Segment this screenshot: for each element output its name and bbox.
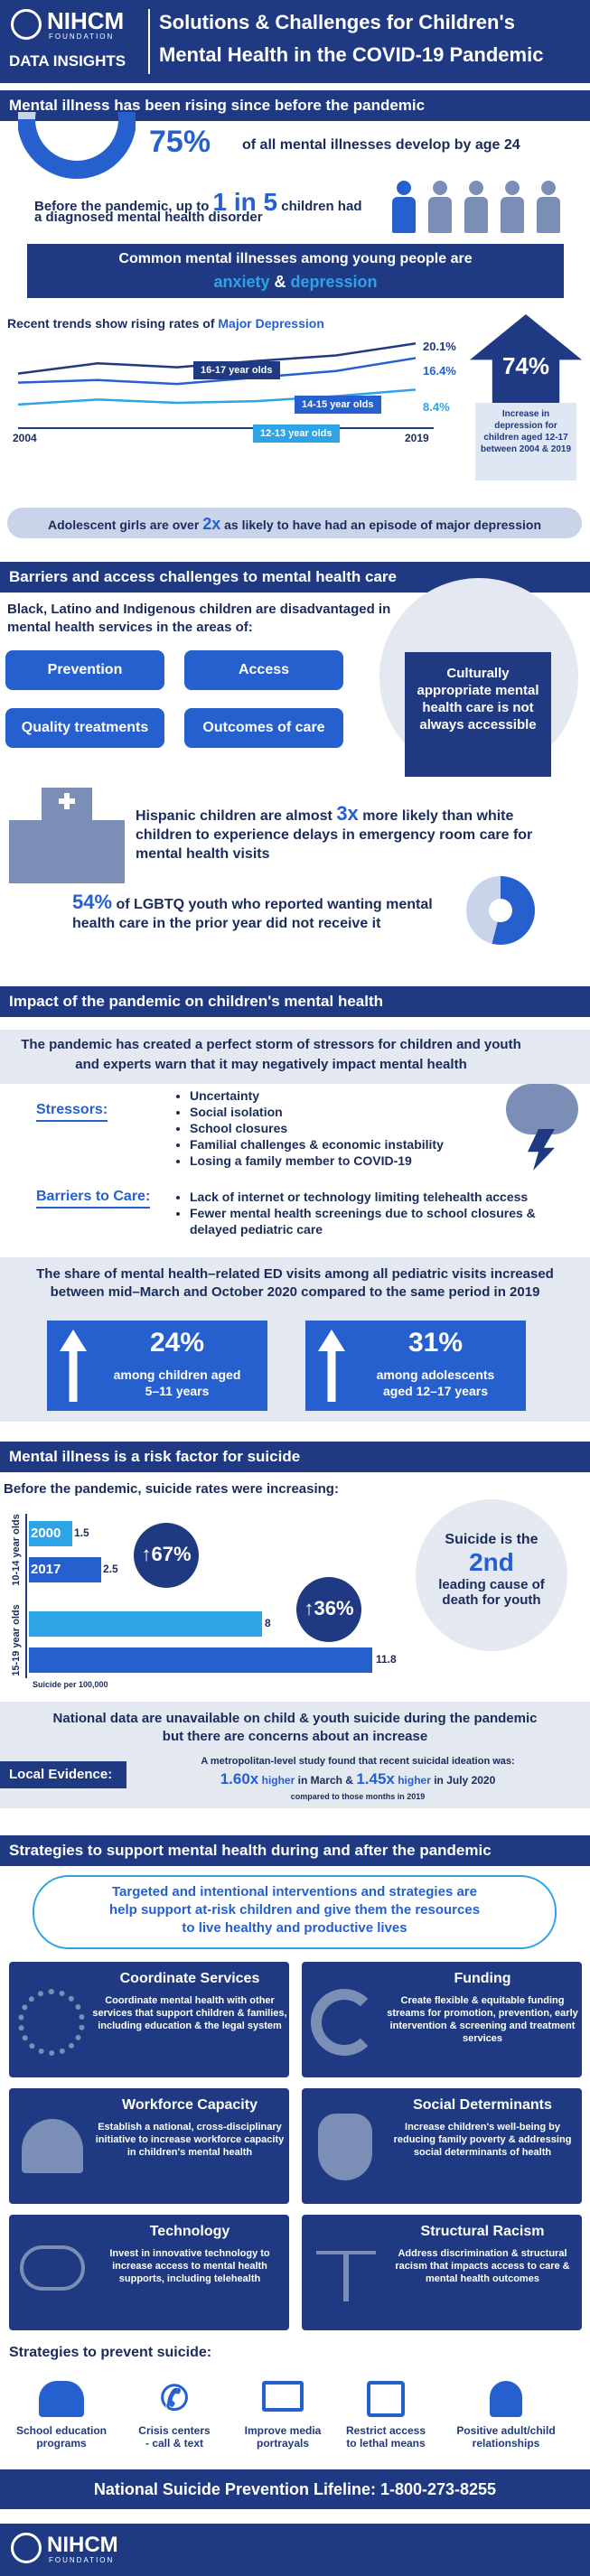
donut-chart <box>18 112 136 184</box>
access-button: Access <box>184 650 343 690</box>
prevent-l2: portrayals <box>256 2437 310 2450</box>
card-text: Address discrimination & structural racism that impacts access to care & mental health outcomes <box>395 2248 570 2284</box>
circle-2nd: 2nd <box>469 1548 514 1576</box>
ed-box2-l1: among adolescents <box>376 1367 495 1382</box>
stressor-item: • Social isolation <box>190 1104 444 1120</box>
adult-child-icon <box>490 2381 522 2417</box>
strat-intro1: Targeted and intentional interventions and strategies are <box>112 1884 477 1899</box>
nat-line1: National data are unavailable on child & youth suicide during the pandemic <box>52 1711 538 1726</box>
card-text: Create flexible & equitable funding streams for promotion, prevention, early intervention & screening and treatment services <box>387 1995 578 2044</box>
before-text1: Before the pandemic, up to <box>34 199 210 214</box>
safe-icon <box>367 2381 405 2417</box>
header-divider <box>148 9 150 74</box>
page-title-line2: Mental Health in the COVID-19 Pandemic <box>159 43 544 66</box>
barrier-item-cont: delayed pediatric care <box>190 1222 323 1237</box>
section1-bar: Mental illness has been rising since before the pandemic <box>0 90 590 121</box>
bar-15-19-2017 <box>29 1647 372 1673</box>
hisp-text1: Hispanic children are almost <box>136 808 332 824</box>
stressor-item: • Losing a family member to COVID-19 <box>190 1153 444 1169</box>
hisp-text4: mental health visits <box>136 846 270 862</box>
bar-15-19-2000-value: 8 <box>265 1617 271 1629</box>
prevent-l1: School education <box>15 2424 107 2437</box>
inc-36-circle: ↑36% <box>296 1577 361 1642</box>
local-line2 <box>141 1770 575 1788</box>
ed-text2: between mid–March and October 2020 compared to the same period in 2019 <box>50 1284 540 1300</box>
ed-box-children <box>47 1321 267 1411</box>
phone-icon: ✆ <box>160 2380 189 2418</box>
culture-box: Culturally appropriate mental health care is not always accessible <box>405 652 551 777</box>
person-icon <box>501 181 524 233</box>
prevent-l2: programs <box>36 2437 87 2450</box>
card-workforce-capacity <box>9 2088 289 2204</box>
depression-text: depression <box>290 273 378 291</box>
lgbtq-text2: health care in the prior year did not receive it <box>72 916 381 931</box>
hospital-icon <box>9 788 125 883</box>
prevent-restrict <box>336 2381 435 2450</box>
workforce-icon <box>22 2119 83 2173</box>
nat-line2: but there are concerns about an increase <box>162 1729 428 1744</box>
ed-box1-pct: 24% <box>149 1328 205 1358</box>
legend-14-15: 14-15 year olds <box>295 396 381 414</box>
lgbtq-pct: 54% <box>72 891 113 913</box>
person-icon <box>537 181 560 233</box>
storm-line2: and experts warn that it may negatively impact mental health <box>75 1057 467 1072</box>
local-in1: in March & <box>297 1774 353 1787</box>
logo-sub: FOUNDATION <box>49 33 115 41</box>
hisp-text3: children to experience delays in emergency room care for <box>136 827 533 843</box>
legend-16-17: 16-17 year olds <box>193 361 280 379</box>
footer <box>0 2524 590 2576</box>
common-illness-banner <box>27 244 564 298</box>
footer-logo-text: NIHCM <box>47 2533 118 2557</box>
prevent-l1: Crisis centers <box>138 2424 211 2437</box>
girls-banner <box>7 508 582 538</box>
card-text: Coordinate mental health with other services that support children & families, including education & the legal system <box>92 1995 287 2031</box>
local-higher2: higher <box>398 1774 431 1787</box>
lgbtq-text1: of LGBTQ youth who reported wanting mental <box>116 897 433 912</box>
ed-box1-l1: among children aged <box>113 1367 241 1382</box>
local-evidence-label: Local Evidence: <box>0 1761 126 1788</box>
prevent-l2: to lethal means <box>346 2437 426 2450</box>
barriers-list <box>190 1189 536 1237</box>
axis-15-19: 15-19 year olds <box>10 1604 22 1676</box>
card-title: Workforce Capacity <box>122 2097 258 2113</box>
lightning-icon <box>528 1129 555 1171</box>
prevent-l1: Restrict access <box>345 2424 426 2437</box>
local-line3: compared to those months in 2019 <box>290 1792 426 1801</box>
section4-bar: Mental illness is a risk factor for suicide <box>0 1442 590 1472</box>
prevent-school <box>7 2381 116 2450</box>
card-title: Coordinate Services <box>119 1971 260 1986</box>
girls-text2: as likely to have had an episode of major depression <box>224 518 541 532</box>
prevent-l1: Improve media <box>244 2424 322 2437</box>
flag-icon <box>489 899 512 922</box>
lgbtq-text <box>72 892 433 933</box>
ed-box2-pct: 31% <box>407 1328 464 1358</box>
footer-logo-sub: FOUNDATION <box>49 2556 115 2564</box>
section3-bar: Impact of the pandemic on children's mental health <box>0 986 590 1017</box>
cloud-icon <box>20 2245 85 2291</box>
trends-title <box>7 316 324 331</box>
legend-12-13: 12-13 year olds <box>253 425 340 443</box>
up-arrow-icon <box>318 1330 345 1402</box>
bar-15-19-2017-value: 11.8 <box>376 1653 397 1666</box>
trend-x-end: 2019 <box>405 432 429 444</box>
amp-text: & <box>274 273 286 291</box>
storm-cloud-icon <box>506 1084 578 1134</box>
person-icon <box>428 181 452 233</box>
prevent-l1: Positive adult/child <box>456 2424 556 2437</box>
stressor-item: • Uncertainty <box>190 1087 444 1104</box>
stat-75-pct: 75% <box>149 125 211 159</box>
card-title: Social Determinants <box>413 2097 552 2113</box>
network-icon <box>18 1989 85 2056</box>
axis-10-14: 10-14 year olds <box>10 1514 22 1586</box>
card-text: Increase children's well-being by reducing family poverty & addressing social determinants of health <box>393 2122 572 2158</box>
card-coordinate-services <box>9 1962 289 2077</box>
depression-trend-chart <box>9 332 434 450</box>
bar-2000-value: 1.5 <box>74 1526 89 1539</box>
card-technology <box>9 2215 289 2330</box>
section5-bar: Strategies to support mental health during and after the pandemic <box>0 1835 590 1866</box>
arrow-74-text: Increase in depression for children aged 12-17 between 2004 & 2019 <box>475 403 576 481</box>
trend-label-12-13-value: 8.4% <box>423 400 450 414</box>
girls-text1: Adolescent girls are over <box>48 518 200 532</box>
hispanic-text <box>136 804 587 863</box>
stressor-item: • School closures <box>190 1120 444 1136</box>
arrow-74-pct: 74% <box>501 352 550 379</box>
nihcm-logo-icon <box>11 9 42 40</box>
bar-15-19-2000 <box>29 1611 262 1637</box>
laptop-icon <box>262 2381 304 2412</box>
up-arrow-icon <box>60 1330 87 1402</box>
card-title: Technology <box>149 2224 230 2239</box>
bar-2000: 2000 <box>29 1521 72 1546</box>
prevent-crisis <box>125 2381 224 2450</box>
footer-logo-icon <box>11 2533 42 2563</box>
common-line1: Common mental illnesses among young people are <box>118 251 473 266</box>
hisp-highlight: 3x <box>336 802 359 825</box>
before-text2: children had <box>281 199 362 214</box>
scales-icon-post <box>343 2251 349 2301</box>
local-higher1: higher <box>261 1774 295 1787</box>
barrier-item: • Fewer mental health screenings due to school closures & <box>190 1205 536 1221</box>
inc-36: 36% <box>314 1597 354 1619</box>
header <box>0 0 590 83</box>
money-bag-icon <box>318 2114 372 2180</box>
strat-intro2: help support at-risk children and give them the resources <box>108 1902 481 1918</box>
second-cause-circle <box>416 1499 567 1651</box>
s2-intro2: mental health services in the areas of: <box>7 620 253 635</box>
girls-highlight: 2x <box>202 515 221 533</box>
inc-67-circle: ↑67% <box>134 1523 199 1588</box>
stressors-label: Stressors: <box>36 1102 108 1122</box>
local-160x: 1.60x <box>220 1770 259 1787</box>
bar-2017-value: 2.5 <box>103 1563 118 1575</box>
person-icon <box>464 181 488 233</box>
trend-x-start: 2004 <box>13 432 37 444</box>
trends-highlight: Major Depression <box>218 316 324 331</box>
before-highlight: 1 in 5 <box>212 188 278 216</box>
circle-l1: Suicide is the <box>445 1532 538 1547</box>
hisp-text2: more likely than white <box>362 808 514 824</box>
anxiety-text: anxiety <box>213 273 270 291</box>
inc-67: 67% <box>151 1543 192 1565</box>
per-100k-label: Suicide per 100,000 <box>33 1680 108 1689</box>
local-145x: 1.45x <box>356 1770 395 1787</box>
funding-icon <box>311 1989 378 2056</box>
suicide-intro: Before the pandemic, suicide rates were increasing: <box>4 1481 339 1497</box>
prevent-suicide-label: Strategies to prevent suicide: <box>9 2345 212 2360</box>
card-text: Invest in innovative technology to increase access to mental health supports, including telehealth <box>109 2248 270 2284</box>
bar-2017: 2017 <box>29 1557 101 1582</box>
prevent-l2: relationships <box>472 2437 540 2450</box>
ed-box-adolescents <box>305 1321 526 1411</box>
barrier-item: • Lack of internet or technology limiting telehealth access <box>190 1189 536 1205</box>
prevent-l2: - call & text <box>145 2437 204 2450</box>
card-title: Funding <box>454 1971 511 1986</box>
logo-text: NIHCM <box>47 7 125 34</box>
s2-intro1: Black, Latino and Indigenous children are disadvantaged in <box>7 602 391 617</box>
stressors-list <box>190 1087 444 1169</box>
card-structural-racism <box>302 2215 582 2330</box>
section2-bar: Barriers and access challenges to mental health care <box>0 562 590 593</box>
page-title-line1: Solutions & Challenges for Children's <box>159 11 515 33</box>
trends-label: Recent trends show rising rates of <box>7 316 215 331</box>
circle-l2: leading cause of <box>438 1577 545 1592</box>
school-icon <box>39 2381 84 2417</box>
prevent-media <box>233 2381 332 2450</box>
local-in2: in July 2020 <box>434 1774 496 1787</box>
trend-label-14-15-value: 16.4% <box>423 364 456 378</box>
lifeline-bar: National Suicide Prevention Lifeline: 1-800-273-8255 <box>0 2469 590 2509</box>
card-social-determinants <box>302 2088 582 2204</box>
card-title: Structural Racism <box>420 2224 545 2239</box>
stat-75-text: of all mental illnesses develop by age 24 <box>242 137 520 153</box>
outcomes-button: Outcomes of care <box>184 708 343 748</box>
prevent-relationships <box>443 2381 569 2450</box>
local-line1: A metropolitan-level study found that recent suicidal ideation was: <box>201 1756 515 1767</box>
data-insights-tag: DATA INSIGHTS <box>9 52 126 70</box>
ed-box1-l2: 5–11 years <box>145 1384 210 1398</box>
barriers-label: Barriers to Care: <box>36 1189 150 1209</box>
ed-text1: The share of mental health–related ED visits among all pediatric visits increased <box>36 1266 554 1282</box>
quality-treatments-button: Quality treatments <box>5 708 164 748</box>
storm-line1: The pandemic has created a perfect storm of stressors for children and youth <box>21 1037 521 1052</box>
trend-label-16-17-value: 20.1% <box>423 340 456 353</box>
ed-box2-l2: aged 12–17 years <box>383 1384 488 1398</box>
suicide-axis <box>25 1514 27 1678</box>
stressor-item: • Familial challenges & economic instability <box>190 1136 444 1153</box>
card-text: Establish a national, cross-disciplinary initiative to increase workforce capacity in children's mental health <box>95 2122 285 2158</box>
prevention-button: Prevention <box>5 650 164 690</box>
strat-intro3: to live healthy and productive lives <box>182 1920 407 1936</box>
person-icon-highlight <box>392 181 416 233</box>
circle-l3: death for youth <box>442 1592 541 1608</box>
before-line2: a diagnosed mental health disorder <box>34 210 263 225</box>
card-funding <box>302 1962 582 2077</box>
